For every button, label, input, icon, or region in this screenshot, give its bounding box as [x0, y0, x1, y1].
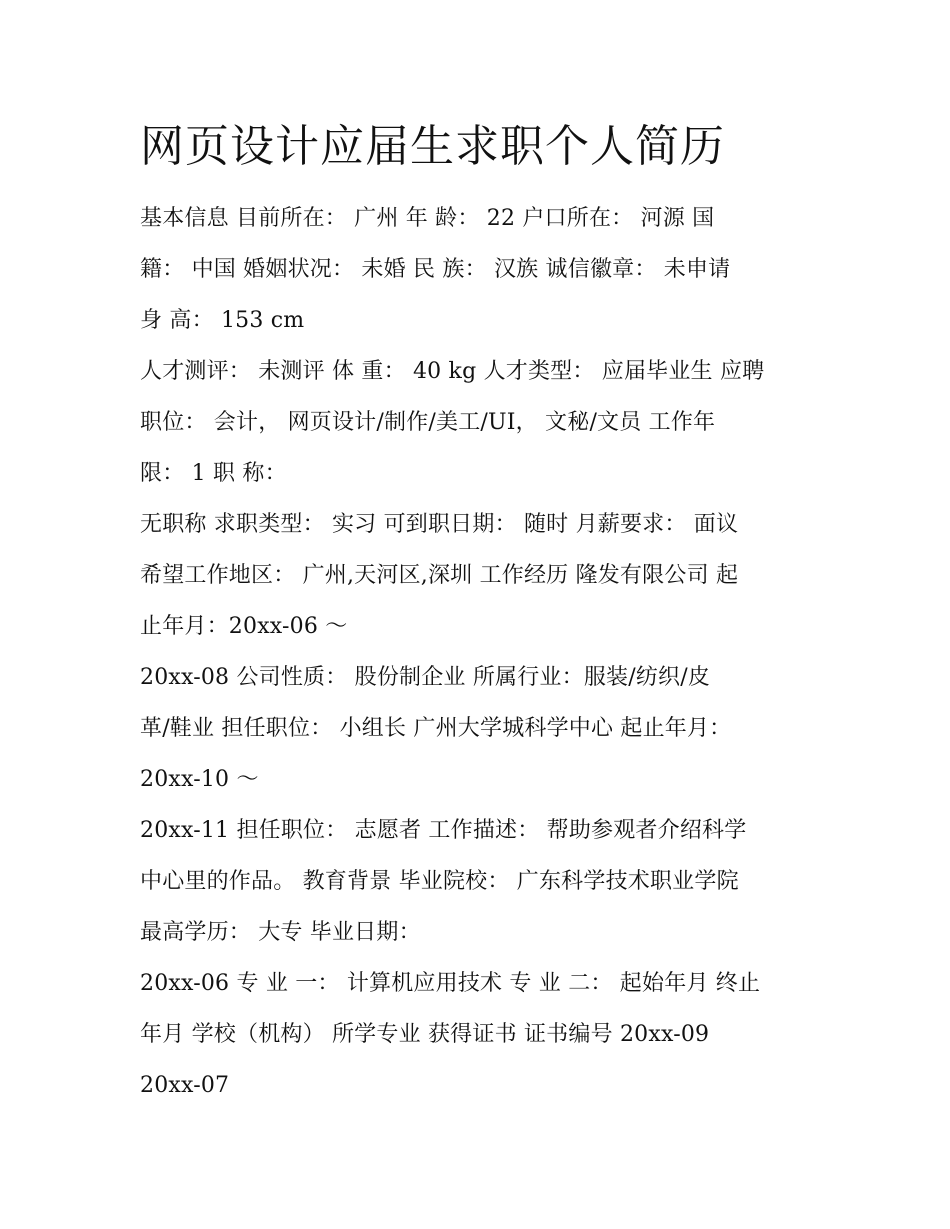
- text-line: 籍： 中国 婚姻状况： 未婚 民 族： 汉族 诚信徽章： 未申请: [140, 257, 731, 282]
- text-line: 人才测评： 未测评 体 重： 40 kg 人才类型： 应届毕业生 应聘: [140, 359, 765, 384]
- text-line: 限： 1 职 称：: [140, 461, 287, 486]
- text-line: 无职称 求职类型： 实习 可到职日期： 随时 月薪要求： 面议: [140, 512, 739, 537]
- text-line: 希望工作地区： 广州,天河区,深圳 工作经历 隆发有限公司 起: [140, 563, 739, 588]
- text-line: 中心里的作品。 教育背景 毕业院校： 广东科学技术职业学院: [140, 869, 739, 894]
- text-line: 止年月：20xx-06 ～: [140, 614, 348, 639]
- text-line: 基本信息 目前所在： 广州 年 龄： 22 户口所在： 河源 国: [140, 206, 715, 231]
- text-line: 20xx-10 ～: [140, 767, 259, 792]
- text-line: 职位： 会计， 网页设计/制作/美工/UI， 文秘/文员 工作年: [140, 410, 716, 435]
- text-line: 20xx-06 专 业 一： 计算机应用技术 专 业 二： 起始年月 终止: [140, 971, 761, 996]
- text-line: 20xx-08 公司性质： 股份制企业 所属行业：服装/纺织/皮: [140, 665, 711, 690]
- document-title: 网页设计应届生求职个人简历: [140, 121, 725, 172]
- text-line: 最高学历： 大专 毕业日期：: [140, 920, 421, 945]
- document-body: [140, 193, 820, 1111]
- text-line: 20xx-07: [140, 1073, 230, 1098]
- text-line: 革/鞋业 担任职位： 小组长 广州大学城科学中心 起止年月：: [140, 716, 732, 741]
- text-line: 年月 学校（机构） 所学专业 获得证书 证书编号 20xx-09: [140, 1022, 710, 1047]
- text-line: 身 高： 153 cm: [140, 308, 305, 333]
- text-line: 20xx-11 担任职位： 志愿者 工作描述： 帮助参观者介绍科学: [140, 818, 747, 843]
